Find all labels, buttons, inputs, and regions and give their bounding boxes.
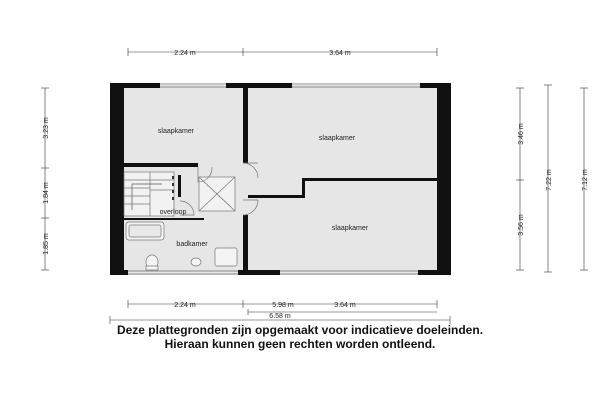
dim-top-right: 3.64 m (329, 50, 351, 57)
dim-bottom-total: 6.58 m (269, 313, 291, 320)
room-label-slaapkamer-left: slaapkamer (157, 128, 195, 135)
dim-right-outer: 7.12 m (582, 169, 589, 191)
dim-bottom-mid: 5.98 m (272, 302, 294, 309)
disclaimer-line-2: Hieraan kunnen geen rechten worden ontleend. (164, 337, 436, 351)
dim-left-top: 3.23 m (43, 117, 50, 139)
dim-left-bottom: 1.85 m (43, 233, 50, 255)
dim-top-left: 2.24 m (174, 50, 196, 57)
hatch (199, 177, 235, 211)
dim-bottom-right: 3.64 m (334, 302, 356, 309)
dim-left-mid: 1.84 m (43, 182, 50, 204)
dim-right-inner-bottom: 3.56 m (518, 214, 525, 236)
disclaimer-line-1: Deze plattegronden zijn opgemaakt voor indicatieve doeleinden. (116, 323, 484, 337)
room-label-slaapkamer-right-top: slaapkamer (318, 135, 356, 142)
dim-right-inner-top: 3.46 m (518, 123, 525, 145)
room-label-badkamer: badkamer (176, 241, 208, 248)
room-label-slaapkamer-right-bottom: slaapkamer (331, 225, 369, 232)
dim-right-mid: 7.22 m (546, 169, 553, 191)
dim-bottom-left: 2.24 m (174, 302, 196, 309)
room-label-overloop: overloop (159, 209, 187, 216)
